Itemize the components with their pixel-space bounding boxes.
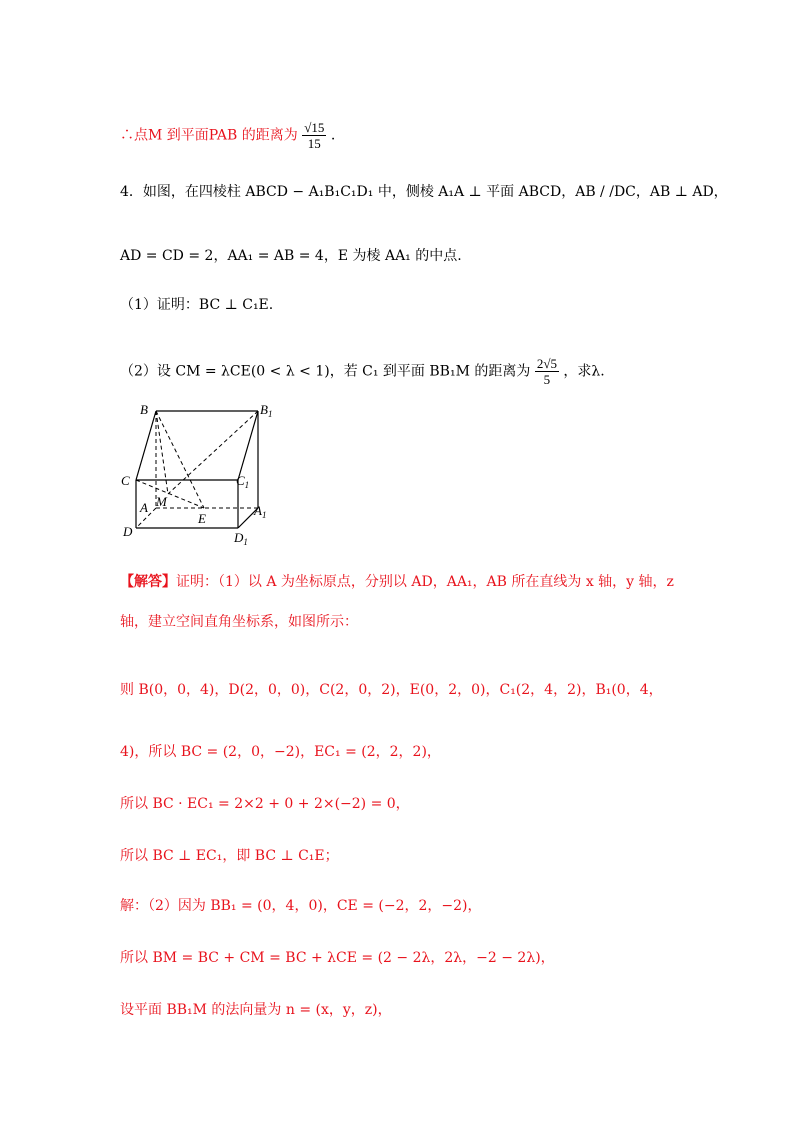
dot-product-line: 所以 BC · EC₁ = 2×2 + 0 + 2×(−2) = 0， bbox=[120, 796, 410, 812]
label-D: D bbox=[123, 524, 133, 539]
vectors-line: 4)，所以 BC = (2，0，−2)，EC₁ = (2，2，2)， bbox=[120, 744, 441, 760]
bm-vector-line: 所以 BM = BC + CM = BC + λCE = (2 − 2λ，2λ，−2 − 2λ)， bbox=[120, 950, 555, 966]
solution-heading: 【解答】 bbox=[120, 574, 176, 590]
question-2-text: （2）设 CM = λCE(0 < λ < 1)，若 C₁ 到平面 BB₁M 的距离为 bbox=[120, 363, 531, 380]
conclusion-text: ∴点M 到平面PAB 的距离为 bbox=[120, 127, 298, 144]
label-A1: $A_1$ bbox=[254, 503, 267, 520]
solution-part2: 解：（2）因为 BB₁ = (0，4，0)，CE = (−2，2，−2)， bbox=[120, 898, 482, 914]
solution-part1-cont: 轴，建立空间直角坐标系，如图所示： bbox=[120, 614, 358, 630]
fraction-numerator: 2√5 bbox=[536, 356, 557, 371]
label-B: B bbox=[140, 402, 148, 417]
label-A: A bbox=[140, 500, 148, 515]
coordinates-line: 则 B(0，0，4)，D(2，0，0)，C(2，0，2)，E(0，2，0)，C₁(2，4，2)，B₁(0，4， bbox=[120, 682, 663, 698]
label-D1: $D_1$ bbox=[234, 530, 248, 546]
solution-part1 bbox=[120, 572, 674, 592]
solution-part1-text: 证明：（1）以 A 为坐标原点，分别以 AD，AA₁，AB 所在直线为 x 轴，y 轴，z bbox=[176, 574, 674, 590]
question-1: （1）证明：BC ⊥ C₁E. bbox=[120, 297, 274, 313]
label-E: E bbox=[198, 511, 206, 526]
period: . bbox=[330, 127, 336, 144]
label-B1: $B_1$ bbox=[260, 402, 273, 419]
fraction-denominator: 15 bbox=[307, 136, 321, 151]
problem-given: AD = CD = 2，AA₁ = AB = 4，E 为棱 AA₁ 的中点. bbox=[120, 248, 462, 264]
label-M: M bbox=[156, 494, 167, 509]
perpendicular-line: 所以 BC ⊥ EC₁，即 BC ⊥ C₁E； bbox=[120, 848, 339, 864]
label-C: C bbox=[121, 473, 130, 488]
fraction-numerator: √15 bbox=[304, 120, 325, 135]
question-2-fraction bbox=[535, 356, 559, 387]
normal-vector-line: 设平面 BB₁M 的法向量为 n = (x，y，z)， bbox=[120, 1002, 392, 1018]
label-C1: $C_1$ bbox=[236, 473, 250, 490]
conclusion-line bbox=[120, 120, 335, 151]
prism-figure bbox=[118, 396, 288, 546]
distance-fraction bbox=[302, 120, 326, 151]
problem-intro: 4．如图，在四棱柱 ABCD − A₁B₁C₁D₁ 中，侧棱 A₁A ⊥ 平面 ABCD，AB / /DC，AB ⊥ AD， bbox=[120, 184, 728, 200]
fraction-denominator: 5 bbox=[543, 372, 551, 387]
question-2-end: ，求λ. bbox=[563, 363, 605, 380]
question-2 bbox=[120, 356, 605, 387]
